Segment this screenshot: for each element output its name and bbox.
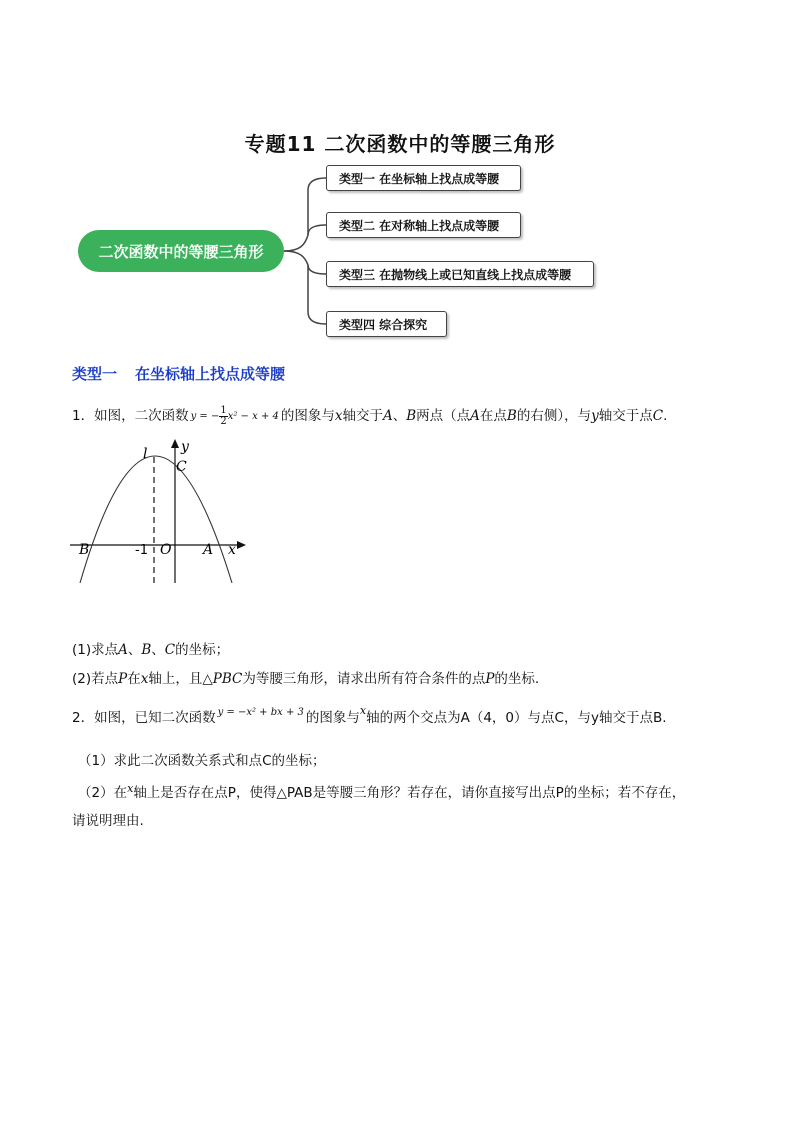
label-y: y [181, 439, 189, 455]
text-segment: 轴交于 [342, 408, 383, 424]
problem-2-part-2-continued: 请说明理由. [72, 813, 144, 829]
label-neg1: -1 [135, 543, 148, 558]
text-segment: . [663, 408, 668, 424]
label-c: C [176, 459, 187, 475]
label-b: B [79, 542, 90, 558]
problem-2-statement [72, 706, 667, 726]
fraction-denominator: 2 [220, 415, 227, 427]
label-x: x [228, 542, 236, 558]
formula-fraction [219, 406, 227, 427]
var-x: x [359, 704, 367, 717]
text-segment: 为等腰三角形，请求出所有符合条件的点 [242, 671, 486, 687]
problem-2-formula: y = −x² + bx + 3 [217, 706, 304, 718]
var-b: B [506, 408, 517, 424]
var-a: A [118, 642, 128, 658]
text-segment: 轴上，且△ [148, 671, 213, 687]
var-b: B [141, 642, 152, 658]
text-segment: 轴的两个交点为A（4，0）与点C，与y轴交于点B. [366, 710, 667, 726]
text-segment: 两点（点 [416, 408, 471, 424]
var-y: y [591, 408, 599, 424]
label-l: l [143, 446, 148, 462]
text-segment: 的坐标. [494, 671, 540, 687]
fraction-numerator: 1 [220, 404, 227, 416]
problem-1-formula [191, 406, 279, 427]
text-segment: 、 [127, 642, 142, 658]
text-segment: （2）在 [78, 785, 128, 801]
text-segment: 的右侧），与 [516, 408, 592, 424]
var-pbc: PBC [212, 671, 243, 687]
var-x: x [334, 408, 343, 424]
section-heading-type1 [72, 363, 285, 384]
var-x: x [140, 671, 149, 687]
parabola-graph [70, 437, 250, 587]
page-title: 专题11 二次函数中的等腰三角形 [244, 132, 556, 156]
var-p: P [485, 671, 495, 687]
text-segment: 在点 [479, 408, 507, 424]
var-b: B [406, 408, 417, 424]
x-axis-arrow [237, 541, 246, 549]
problem-1-part-1 [72, 638, 229, 658]
label-a: A [203, 542, 214, 558]
mindmap-branch-type1: 类型一 在坐标轴上找点成等腰 [326, 165, 521, 191]
var-x: x [127, 782, 134, 795]
text-segment: 轴上是否存在点P，使得△PAB是等腰三角形？若存在，请你直接写出点P的坐标；若不存在， [133, 785, 686, 801]
text-segment: 的图象与 [280, 408, 335, 424]
text-segment: 的图象与 [305, 710, 360, 726]
mindmap-branch-type2: 类型二 在对称轴上找点成等腰 [326, 212, 521, 238]
section-label: 类型一 [72, 365, 118, 383]
problem-1-statement [72, 404, 667, 427]
text-segment: 、 [151, 642, 165, 658]
parabola-curve [80, 456, 232, 583]
mindmap-branch-type3: 类型三 在抛物线上或已知直线上找点成等腰 [326, 261, 594, 287]
var-a: A [382, 408, 393, 424]
section-text: 在坐标轴上找点成等腰 [135, 365, 286, 383]
text-segment: 在 [127, 671, 141, 687]
y-axis-arrow [171, 439, 179, 448]
text-segment: 的坐标； [175, 642, 230, 658]
label-o: O [160, 542, 172, 558]
problem-1-number: 1．如图，二次函数 [72, 408, 189, 424]
formula-rest: x² − x + 4 [227, 410, 279, 422]
problem-1-part-2 [72, 667, 539, 687]
var-c: C [652, 408, 664, 424]
text-segment: (2)若点 [72, 671, 119, 687]
var-c: C [164, 642, 176, 658]
mindmap-branch-type4: 类型四 综合探究 [326, 311, 447, 337]
formula-lhs: y = − [190, 410, 220, 422]
problem-2-number: 2．如图，已知二次函数 [72, 710, 216, 726]
text-segment: 、 [392, 408, 407, 424]
var-p: P [118, 671, 128, 687]
problem-2-part-1: （1）求此二次函数关系式和点C的坐标； [78, 753, 326, 769]
problem-2-part-2 [78, 781, 685, 801]
text-segment: (1)求点 [72, 642, 119, 658]
text-segment: 轴交于点 [598, 408, 653, 424]
var-a: A [470, 408, 480, 424]
mindmap-root: 二次函数中的等腰三角形 [78, 230, 284, 272]
